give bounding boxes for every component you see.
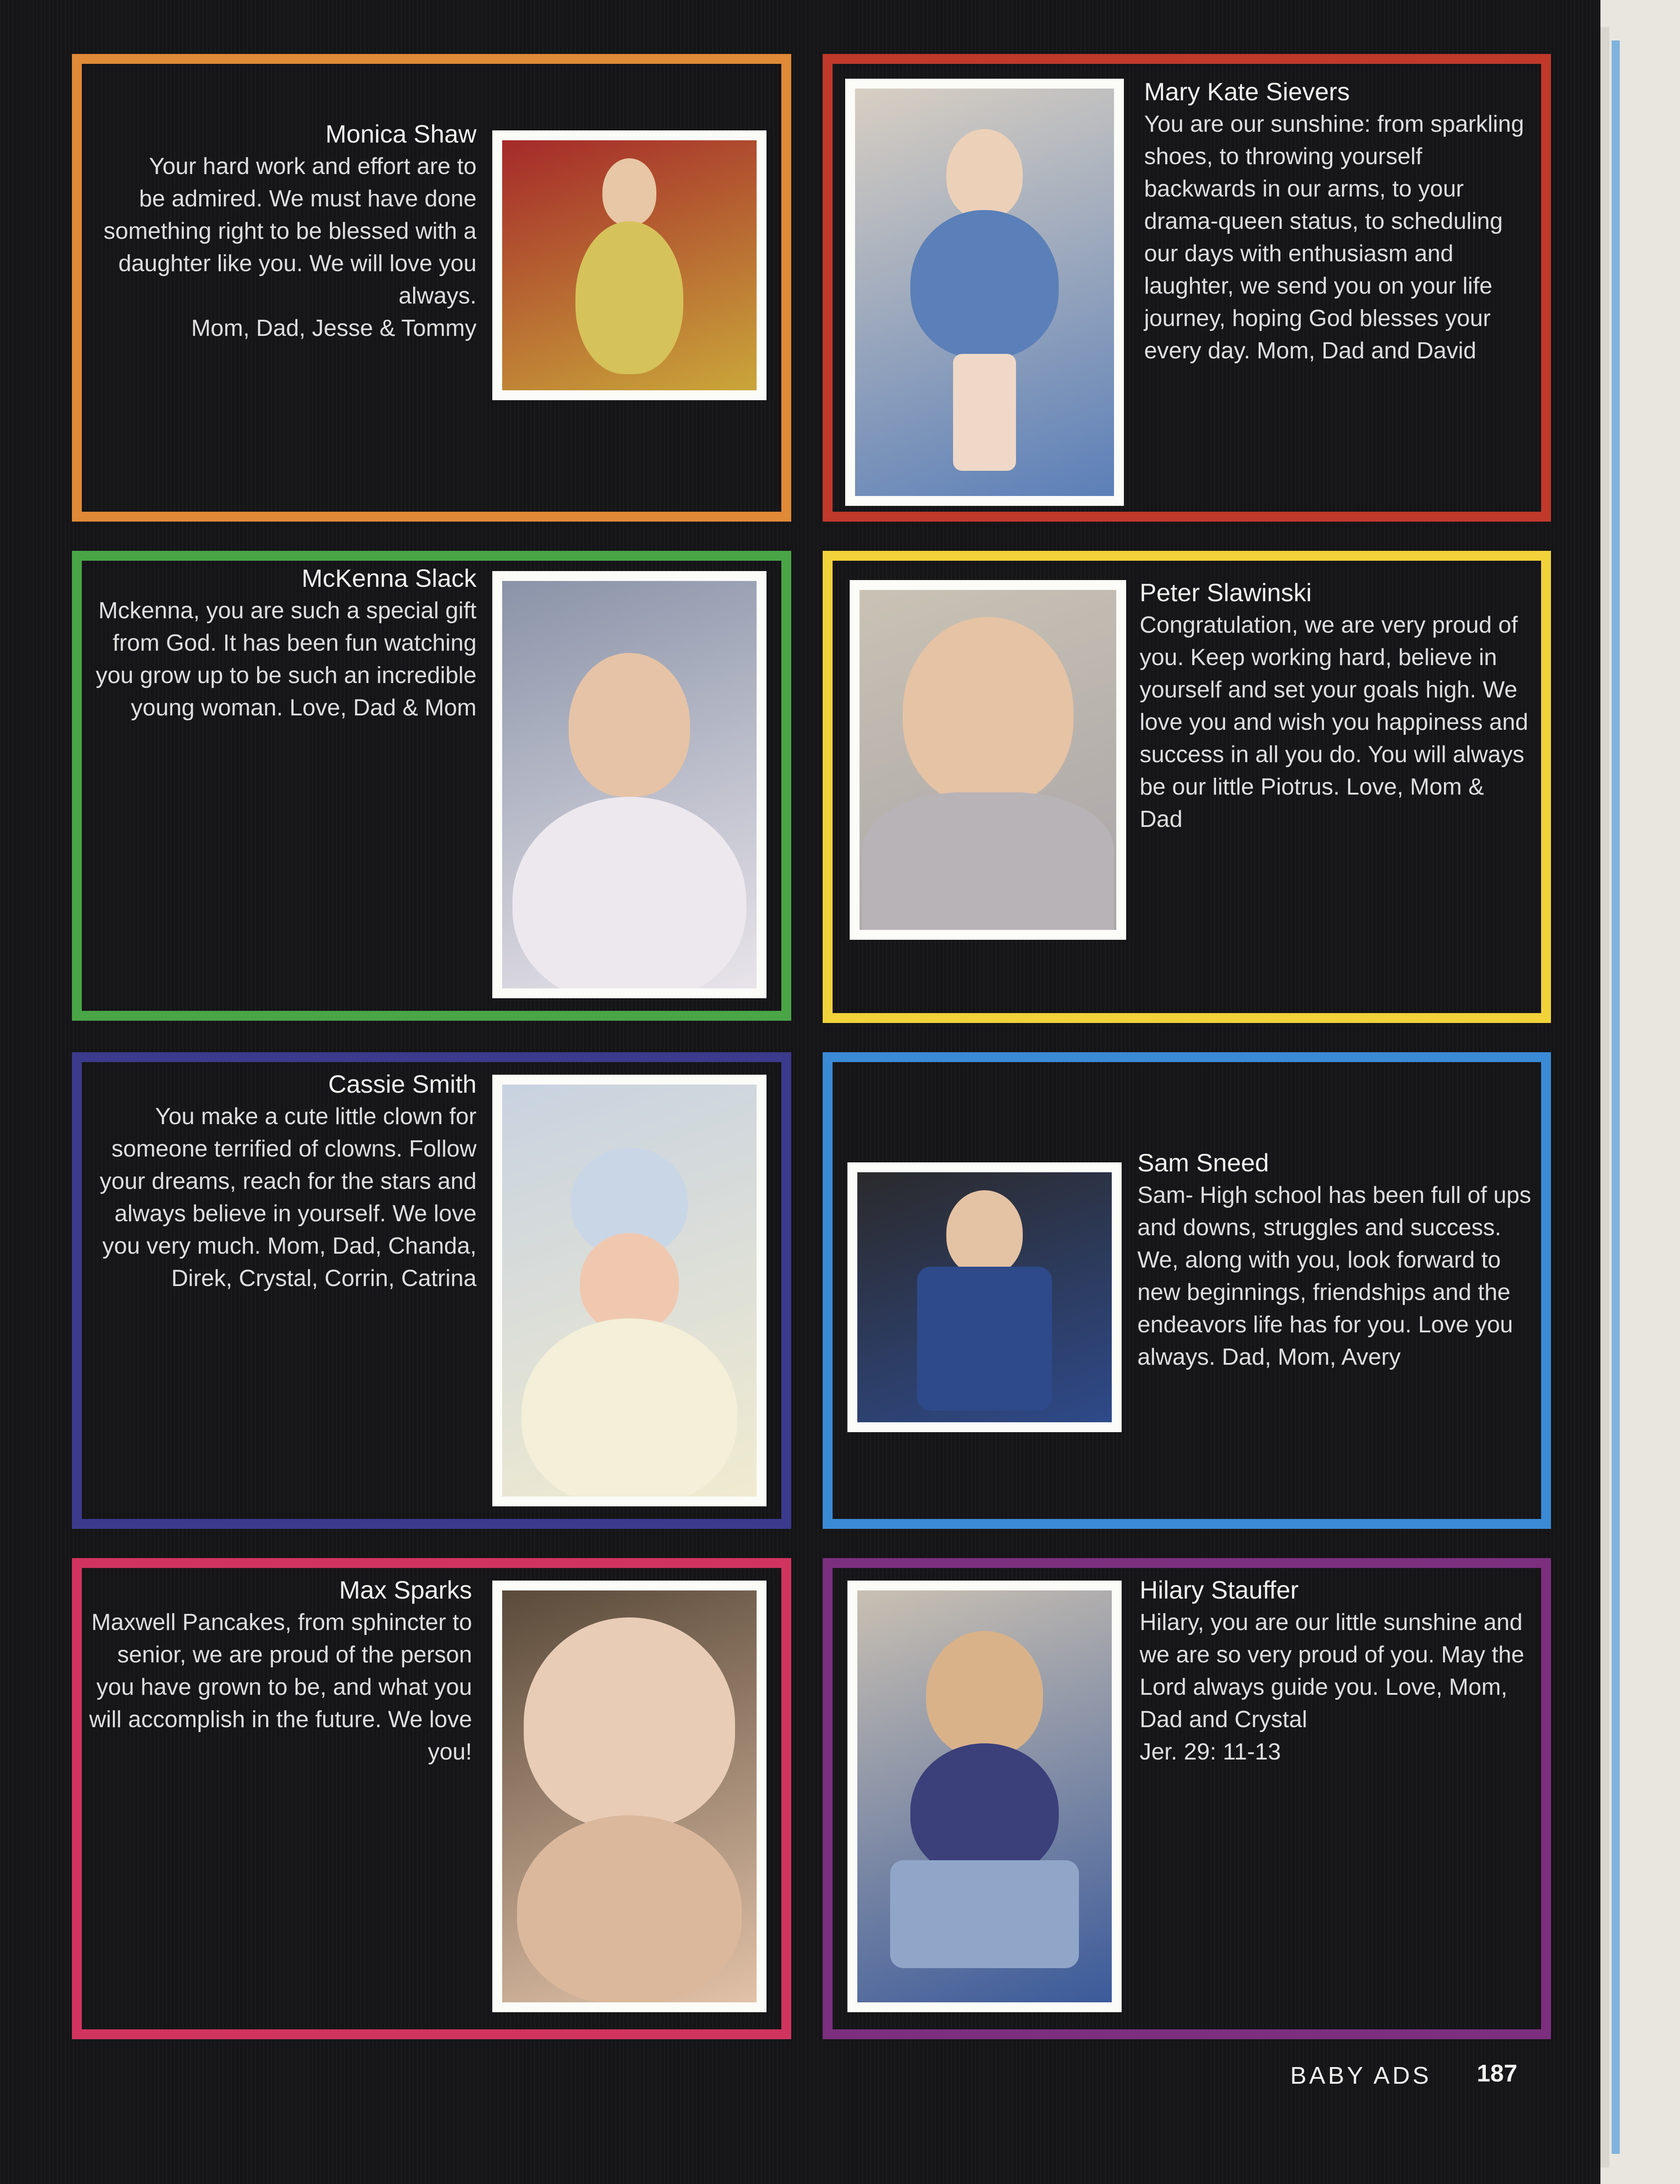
ad-message: Maxwell Pancakes, from sphincter to senior, we are proud of the person you have grown to be, and what you will accomplish in the future. We love you! [89, 1609, 472, 1765]
ad-message: Sam- High school has been full of ups and downs, struggles and success. We, along with you, look forward to new beginnings, friendships and the endeavors life has for you. Love you always. Dad, Mom, Avery [1137, 1182, 1531, 1370]
page-number: 187 [1477, 2060, 1518, 2087]
ad-name: Monica Shaw [325, 120, 477, 148]
ad-text-hilary-stauffer [1140, 1574, 1544, 1768]
ad-text-mckenna-slack [90, 562, 477, 724]
ad-text-monica-shaw [90, 118, 477, 344]
ad-text-peter-slawinski [1140, 576, 1540, 835]
photo-mckenna-slack [492, 571, 766, 998]
section-footer: BABY ADS [1290, 2062, 1432, 2089]
photo-hilary-stauffer [847, 1581, 1122, 2012]
ad-name: Sam Sneed [1137, 1148, 1269, 1177]
ad-message: Hilary, you are our little sunshine and we are so very proud of you. May the Lord always guide you. Love, Mom, Dad and Crystal Jer. 29: 11-13 [1140, 1609, 1524, 1765]
photo-mary-kate-sievers [845, 79, 1124, 506]
ad-text-sam-sneed [1137, 1147, 1542, 1373]
ad-text-cassie-smith [90, 1068, 477, 1295]
ad-text-mary-kate-sievers [1144, 76, 1540, 367]
ad-message: You are our sunshine: from sparkling shoes, to throwing yourself backwards in our arms, to your drama-queen status, to scheduling our days with enthusiasm and laughter, we send you on your life journey, hoping God blesses your every day. Mom, Dad and David [1144, 111, 1524, 364]
photo-max-sparks [492, 1581, 766, 2012]
photo-cassie-smith [492, 1075, 766, 1506]
photo-peter-slawinski [850, 580, 1126, 940]
ad-message: You make a cute little clown for someone terrified of clowns. Follow your dreams, reach for the stars and always believe in yourself. We love you very much. Mom, Dad, Chanda, Direk, Crystal, Corrin, Catrina [99, 1103, 477, 1291]
ad-name: Peter Slawinski [1140, 578, 1312, 607]
ad-name: Mary Kate Sievers [1144, 77, 1350, 106]
ad-message: Mckenna, you are such a special gift from God. It has been fun watching you grow up to be such an incredible young woman. Love, Dad & Mom [96, 598, 477, 721]
page-edge-accent [1612, 40, 1620, 2154]
ad-text-max-sparks [85, 1574, 472, 1768]
ad-name: McKenna Slack [301, 564, 477, 592]
ad-message: Congratulation, we are very proud of you. Keep working hard, believe in yourself and set your goals high. We love you and wish you happiness and success in all you do. You will always be our little Piotrus. Love, Mom & Dad [1140, 612, 1528, 832]
photo-monica-shaw [492, 130, 766, 400]
ad-message: Your hard work and effort are to be admired. We must have done something right to be blessed with a daughter like you. We will love you always. Mom, Dad, Jesse & Tommy [103, 153, 477, 341]
photo-sam-sneed [847, 1162, 1122, 1432]
ad-name: Max Sparks [339, 1576, 472, 1604]
ad-name: Hilary Stauffer [1140, 1576, 1299, 1604]
ad-name: Cassie Smith [328, 1070, 477, 1098]
page-edge [1600, 27, 1609, 2167]
